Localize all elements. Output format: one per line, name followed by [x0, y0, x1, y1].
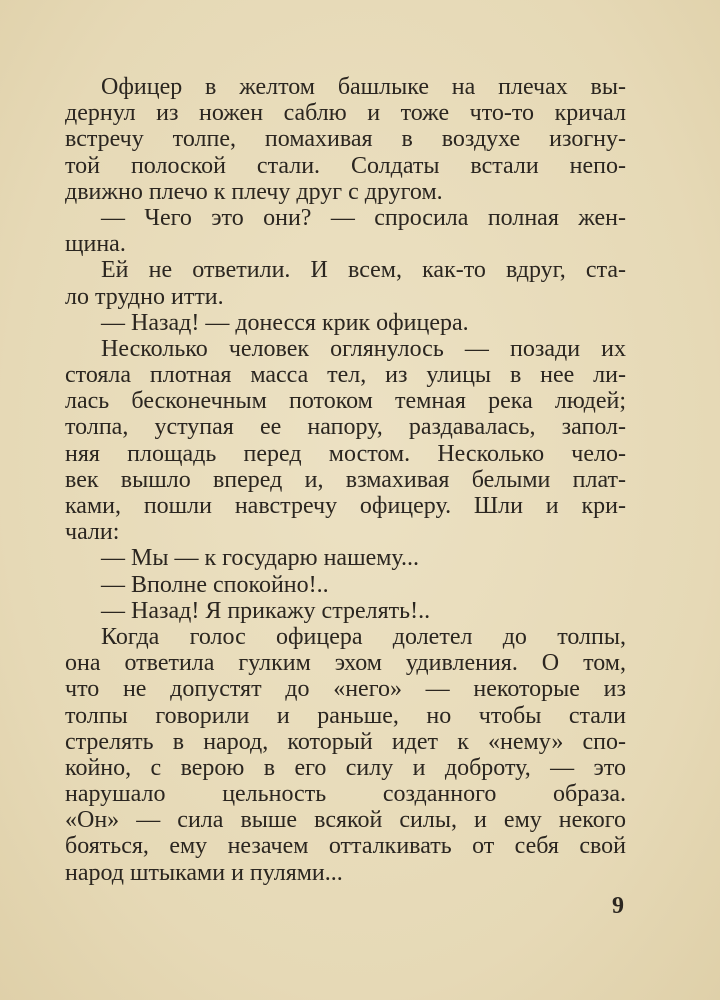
text-line: ло трудно итти. — [65, 283, 224, 310]
text-line: народ штыками и пулями... — [65, 859, 343, 886]
text-line: койно, с верою в его силу и доброту, — это — [65, 754, 626, 781]
text-line: встречу толпе, помахивая в воздухе изогну- — [65, 126, 626, 153]
text-line: той полоской стали. Солдаты встали непо- — [65, 152, 626, 179]
text-line: толпа, уступая ее напору, раздавалась, запол- — [65, 414, 626, 441]
text-line: Несколько человек оглянулось — позади их — [101, 335, 626, 362]
text-line: движно плечо к плечу друг с другом. — [65, 178, 443, 205]
body-text — [65, 74, 626, 886]
text-line: стрелять в народ, который идет к «нему» спо- — [65, 728, 626, 755]
text-line: — Назад! Я прикажу стрелять!.. — [101, 597, 431, 624]
text-line: — Вполне спокойно!.. — [101, 571, 329, 598]
text-line: — Мы — к государю нашему... — [101, 545, 419, 572]
text-line: «Он» — сила выше всякой силы, и ему некого — [65, 807, 626, 834]
text-line: толпы говорили и раньше, но чтобы стали — [65, 702, 626, 729]
text-line: она ответила гулким эхом удивления. О том, — [65, 650, 626, 677]
text-line: век вышло вперед и, взмахивая белыми плат- — [65, 466, 626, 493]
text-line: ками, пошли навстречу офицеру. Шли и кри- — [65, 493, 626, 519]
text-line: дернул из ножен саблю и тоже что-то кричал — [65, 100, 626, 127]
text-line: няя площадь перед мостом. Несколько чело- — [65, 440, 626, 467]
text-line: лась бесконечным потоком темная река людей; — [65, 388, 626, 415]
text-line: — Назад! — донесся крик офицера. — [101, 309, 469, 336]
text-line: что не допустят до «него» — некоторые из — [65, 676, 626, 703]
text-line: щина. — [65, 231, 126, 258]
text-line: нарушало цельность созданного образа. — [65, 781, 626, 808]
text-line: Офицер в желтом башлыке на плечах вы- — [101, 74, 626, 100]
text-line: чали: — [65, 519, 120, 546]
text-line: бояться, ему незачем отталкивать от себя свой — [65, 833, 626, 860]
text-line: стояла плотная масса тел, из улицы в нее ли- — [65, 362, 626, 389]
page-number: 9 — [612, 893, 624, 919]
text-line: Ей не ответили. И всем, как-то вдруг, ста- — [101, 257, 626, 284]
text-line: Когда голос офицера долетел до толпы, — [101, 623, 626, 650]
text-line: — Чего это они? — спросила полная жен- — [101, 204, 626, 231]
